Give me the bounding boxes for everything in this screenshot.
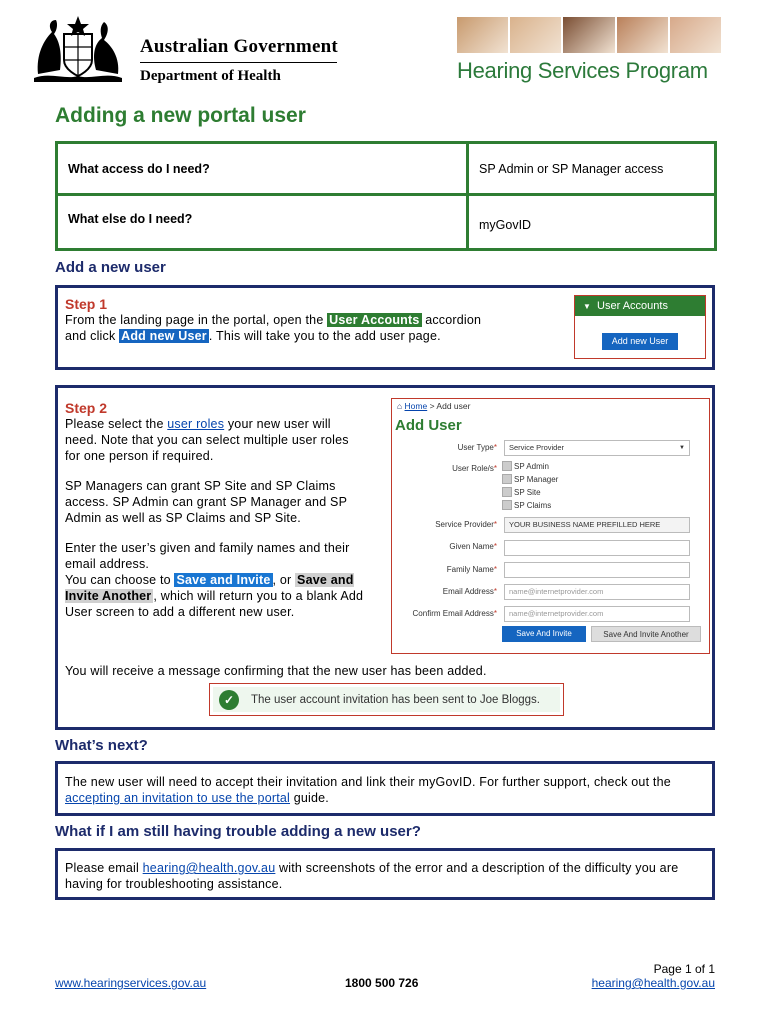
label-text: Family Name — [446, 565, 494, 574]
branding-divider — [140, 62, 337, 63]
role-label: SP Claims — [514, 500, 552, 510]
given-name-label — [449, 542, 497, 551]
home-icon: ⌂ — [397, 401, 403, 411]
checkbox[interactable] — [502, 474, 512, 484]
breadcrumb-home-link[interactable]: Home — [404, 401, 428, 411]
accepting-invitation-link[interactable]: accepting an invitation to use the portal — [65, 791, 291, 805]
step2-title: Step 2 — [65, 400, 108, 416]
required-mark: * — [493, 542, 497, 551]
trouble-text-b: with screenshots of the error and a description of the difficulty you are having for troubleshooting assistance. — [65, 861, 679, 891]
save-and-invite-another-button[interactable]: Save And Invite Another — [591, 626, 701, 642]
checkbox[interactable] — [502, 461, 512, 471]
confirm-email-input[interactable]: name@internetprovider.com — [504, 606, 690, 622]
program-photo — [563, 17, 614, 53]
user-roles-label — [452, 464, 497, 473]
accordion-label: User Accounts — [597, 300, 668, 312]
government-name: Australian Government — [140, 36, 338, 57]
page-header — [0, 0, 770, 95]
success-alert — [213, 687, 560, 712]
save-and-invite-button[interactable]: Save And Invite — [502, 626, 586, 642]
service-provider-label — [435, 520, 497, 529]
add-user-form-screenshot — [391, 398, 710, 654]
step2-roles-text — [65, 416, 365, 464]
step2-save-text — [65, 572, 365, 620]
dropdown-arrow-icon: ▼ — [679, 445, 685, 451]
checkmark-icon: ✓ — [219, 690, 239, 710]
page-number: Page 1 of 1 — [653, 962, 715, 976]
user-accounts-widget-screenshot — [574, 295, 706, 359]
save-invite-another-highlight: Save and Invite Another — [65, 573, 354, 603]
role-label: SP Site — [514, 487, 541, 497]
phone-number: 1800 500 726 — [345, 976, 419, 990]
coat-of-arms-logo — [30, 14, 126, 84]
table-question: What access do I need? — [57, 143, 468, 195]
add-new-user-button[interactable]: Add new User — [602, 333, 678, 350]
page-title: Adding a new portal user — [55, 104, 306, 127]
step2-enter-text: Enter the user’s given and family names and their email address. — [65, 541, 350, 571]
trouble-text — [65, 860, 705, 892]
breadcrumb-current: > Add user — [429, 401, 471, 411]
program-photo — [617, 17, 668, 53]
user-type-select[interactable] — [504, 440, 690, 456]
step2-grant-text: SP Managers can grant SP Site and SP Claims access. SP Admin can grant SP Manager and SP Admin as well as SP Claims and SP Site. — [65, 479, 347, 525]
whats-next-box — [55, 761, 715, 816]
program-name: Hearing Services Program — [457, 58, 708, 83]
roles-text-b: your new user will need. Note that you can select multiple user roles for one person if required. — [65, 417, 349, 463]
label-text: User Type — [457, 443, 494, 452]
save-text-b: , or — [272, 573, 296, 587]
required-mark: * — [493, 464, 497, 473]
whats-next-text-a: The new user will need to accept their invitation and link their myGovID. For further support, check out the — [65, 775, 671, 789]
step1-text-c: . This will take you to the add user page. — [208, 329, 441, 343]
user-accounts-highlight: User Accounts — [329, 313, 420, 327]
required-mark: * — [493, 520, 497, 529]
whats-next-heading: What’s next? — [55, 737, 148, 754]
caret-down-icon: ▼ — [583, 302, 591, 311]
label-text: Email Address — [442, 587, 494, 596]
required-mark: * — [493, 609, 497, 618]
user-type-label — [458, 443, 497, 452]
label-text: Service Provider — [435, 520, 494, 529]
step2-box — [55, 385, 715, 730]
user-type-value: Service Provider — [509, 443, 565, 452]
website-link[interactable]: www.hearingservices.gov.au — [55, 976, 207, 990]
email-label — [443, 587, 497, 596]
role-checkbox-sp-site[interactable] — [502, 487, 541, 497]
table-row — [57, 143, 716, 195]
add-new-user-heading: Add a new user — [55, 259, 166, 276]
success-alert-screenshot — [209, 683, 564, 716]
trouble-box — [55, 848, 715, 900]
support-email-link[interactable]: hearing@health.gov.au — [142, 861, 276, 875]
role-checkbox-sp-admin[interactable] — [502, 461, 549, 471]
page-footer — [55, 960, 715, 1000]
required-mark: * — [493, 587, 497, 596]
alert-text: The user account invitation has been sent to Joe Bloggs. — [251, 693, 540, 706]
table-question: What else do I need? — [57, 195, 468, 250]
table-answer: myGovID — [468, 195, 716, 250]
table-answer: SP Admin or SP Manager access — [468, 143, 716, 195]
checkbox[interactable] — [502, 487, 512, 497]
save-invite-highlight: Save and Invite — [176, 573, 271, 587]
footer-email-link[interactable]: hearing@health.gov.au — [591, 976, 715, 990]
role-label: SP Manager — [514, 474, 559, 484]
step1-text — [65, 312, 485, 344]
trouble-text-a: Please email — [65, 861, 143, 875]
program-photo — [670, 17, 721, 53]
role-checkbox-sp-claims[interactable] — [502, 500, 551, 510]
checkbox[interactable] — [502, 500, 512, 510]
label-text: Given Name — [449, 542, 494, 551]
program-photo-strip — [457, 17, 721, 53]
label-text: Confirm Email Address — [412, 609, 494, 618]
roles-text-a: Please select the — [65, 417, 168, 431]
label-text: User Role/s — [452, 464, 494, 473]
program-photo — [457, 17, 508, 53]
whats-next-text — [65, 774, 705, 806]
confirmation-note: You will receive a message confirming that the new user has been added. — [65, 664, 487, 678]
email-input[interactable]: name@internetprovider.com — [504, 584, 690, 600]
trouble-heading: What if I am still having trouble adding a new user? — [55, 823, 421, 840]
service-provider-field: YOUR BUSINESS NAME PREFILLED HERE — [504, 517, 690, 533]
access-requirements-table — [55, 141, 717, 251]
form-title: Add User — [395, 417, 462, 434]
step1-text-a: From the landing page in the portal, open the — [65, 313, 328, 327]
program-photo — [510, 17, 561, 53]
confirm-email-label — [413, 609, 497, 618]
save-text-c: , which will return you to a blank Add User screen to add a different new user. — [65, 589, 364, 619]
role-checkbox-sp-manager[interactable] — [502, 474, 558, 484]
save-text-a: You can choose to — [65, 573, 175, 587]
role-label: SP Admin — [514, 461, 549, 471]
family-name-label — [447, 565, 497, 574]
user-roles-link[interactable]: user roles — [167, 417, 225, 431]
add-new-user-highlight: Add new User — [121, 329, 207, 343]
breadcrumb — [397, 401, 470, 411]
department-name: Department of Health — [140, 68, 281, 84]
whats-next-text-b: guide. — [290, 791, 329, 805]
user-accounts-accordion[interactable] — [575, 296, 705, 316]
step1-box — [55, 285, 715, 370]
step1-title: Step 1 — [65, 296, 108, 312]
government-branding — [140, 36, 338, 85]
required-mark: * — [493, 565, 497, 574]
family-name-input[interactable] — [504, 562, 690, 578]
table-row — [57, 195, 716, 250]
required-mark: * — [493, 443, 497, 452]
given-name-input[interactable] — [504, 540, 690, 556]
step1-text-b: accordion and click — [65, 313, 482, 343]
